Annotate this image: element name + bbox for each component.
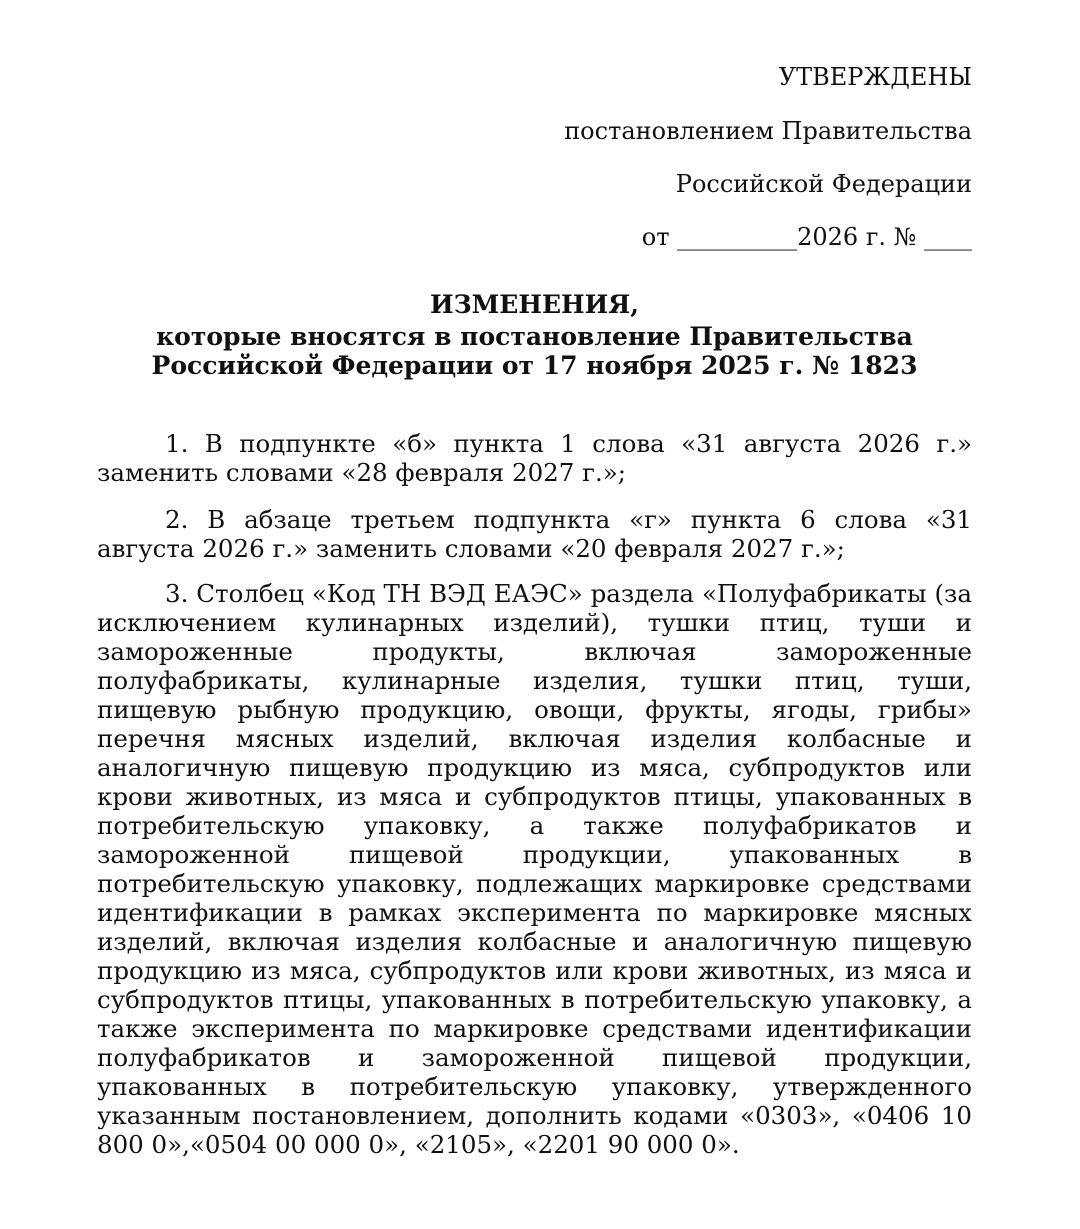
approval-country-line: Российской Федерации: [675, 170, 972, 198]
approval-date-number-line: от __________2026 г. № ____: [641, 223, 972, 251]
document-title: [97, 290, 972, 380]
amendment-paragraph-3: 3. Столбец «Код ТН ВЭД ЕАЭС» раздела «Полуфабрикаты (за исключением кулинарных изделий), тушки птиц, туши и замороженные продукты, включая замороженные полуфабрикаты, кулинарные изделия, тушки птиц, туши, пищевую рыбную продукцию, овощи, фрукты, ягоды, грибы» перечня мясных изделий, включая изделия колбасные и аналогичную пищевую продукцию из мяса, субпродуктов или крови животных, из мяса и субпродуктов птицы, упакованных в потребительскую упаковку, а также полуфабрикатов и замороженной пищевой продукции, упакованных в потребительскую упаковку, подлежащих маркировке средствами идентификации в рамках эксперимента по маркировке мясных изделий, включая изделия колбасные и аналогичную пищевую продукцию из мяса, субпродуктов или крови животных, из мяса и субпродуктов птицы, упакованных в потребительскую упаковку, а также эксперимента по маркировке средствами идентификации полуфабрикатов и замороженной пищевой продукции, упакованных в потребительскую упаковку, утвержденного указанным постановлением, дополнить кодами «0303», «0406 10 800 0»,«0504 00 000 0», «2105», «2201 90 000 0».: [97, 578, 972, 1159]
approval-authority-line: постановлением Правительства: [564, 117, 972, 145]
amendment-paragraph-1: 1. В подпункте «б» пункта 1 слова «31 августа 2026 г.» заменить словами «28 февраля 2027 г.»;: [97, 428, 972, 487]
amendment-paragraph-2: 2. В абзаце третьем подпункта «г» пункта 6 слова «31 августа 2026 г.» заменить словами «20 февраля 2027 г.»;: [97, 504, 972, 563]
approval-stamp-line: УТВЕРЖДЕНЫ: [778, 63, 972, 91]
title-subheading: которые вносятся в постановление Правительства Российской Федерации от 17 ноября 2025 г. № 1823: [151, 322, 918, 380]
title-heading: ИЗМЕНЕНИЯ,: [429, 290, 640, 319]
